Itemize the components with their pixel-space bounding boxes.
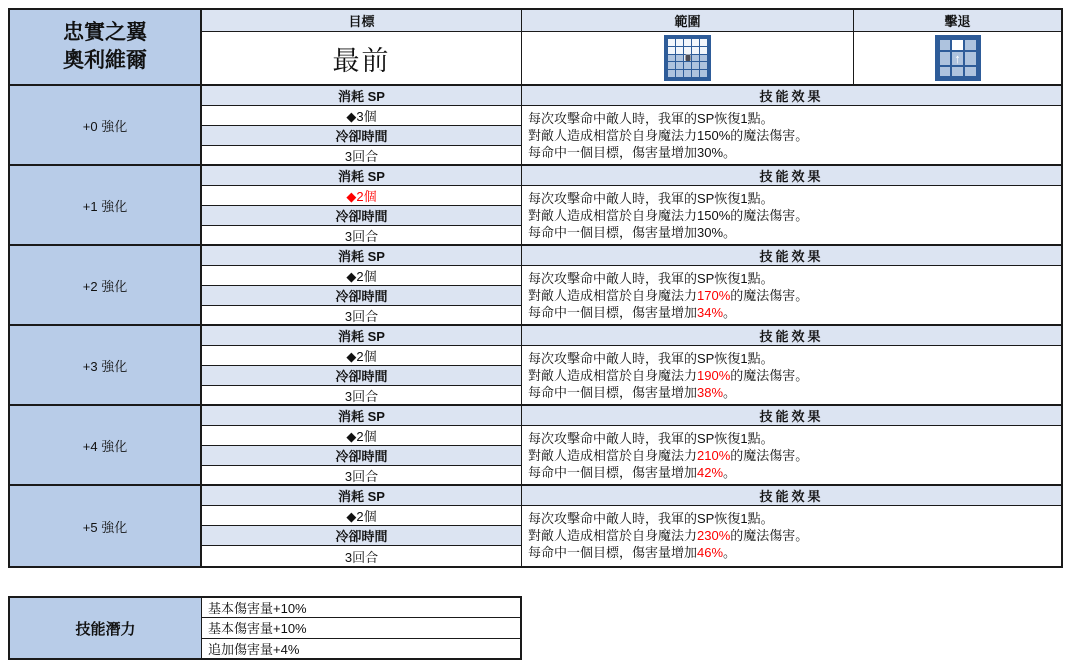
effect-text (522, 346, 1061, 405)
effect-column (522, 406, 1061, 484)
effect-line: 每命中一個目標，傷害量增加30%。 (528, 145, 737, 160)
potential-row: 基本傷害量+10% (202, 598, 520, 618)
sp-cost-value: ◆2個 (202, 426, 521, 446)
effect-line: 每命中一個目標，傷害量增加42%。 (528, 465, 737, 480)
cooldown-value: 3回合 (344, 309, 379, 324)
effect-header: 技能效果 (522, 246, 1061, 266)
cooldown-value: 3回合 (344, 149, 379, 164)
level-stats-column (202, 86, 522, 164)
up-arrow-icon: ↑ (954, 50, 961, 66)
effect-text (522, 106, 1061, 165)
effect-line: 對敵人造成相當於自身魔法力170%的魔法傷害。 (528, 288, 809, 303)
effect-line: 每次攻擊命中敵人時，我軍的SP恢復1點。 (528, 111, 774, 126)
sp-cost-value: ◆2個 (202, 186, 521, 206)
level-section (10, 246, 1061, 326)
knockback-column (854, 10, 1061, 84)
effect-line: 每次攻擊命中敵人時，我軍的SP恢復1點。 (528, 511, 774, 526)
knockback-icon-cell (854, 32, 1061, 84)
effect-text (522, 186, 1061, 245)
effect-line: 對敵人造成相當於自身魔法力190%的魔法傷害。 (528, 368, 809, 383)
level-section (10, 86, 1061, 166)
target-value-cell (202, 32, 521, 84)
cooldown-value: 3回合 (344, 469, 379, 484)
effect-column (522, 86, 1061, 164)
target-column (202, 10, 522, 84)
level-section (10, 406, 1061, 486)
level-label: +0 強化 (10, 86, 202, 164)
level-stats-column (202, 326, 522, 404)
level-label: +2 強化 (10, 246, 202, 324)
level-stats-column (202, 246, 522, 324)
range-icon-cell (522, 32, 853, 84)
cooldown-header: 冷卻時間 (202, 126, 521, 146)
cooldown-header: 冷卻時間 (202, 446, 521, 466)
effect-line: 每次攻擊命中敵人時，我軍的SP恢復1點。 (528, 271, 774, 286)
potential-row: 基本傷害量+10% (202, 618, 520, 638)
effect-column (522, 246, 1061, 324)
cooldown-value: 3回合 (344, 389, 379, 404)
sp-cost-value: ◆2個 (202, 346, 521, 366)
range-grid-icon (664, 35, 711, 81)
effect-header: 技能效果 (522, 486, 1061, 506)
target-header: 目標 (202, 10, 521, 32)
effect-text (522, 426, 1061, 485)
level-label: +1 強化 (10, 166, 202, 244)
effect-column (522, 326, 1061, 404)
level-section (10, 166, 1061, 246)
effect-line: 每命中一個目標，傷害量增加46%。 (528, 545, 737, 560)
range-column (522, 10, 854, 84)
level-label: +5 強化 (10, 486, 202, 566)
skill-name-line1: 忠實之翼 (63, 21, 147, 44)
effect-text (522, 506, 1061, 566)
level-stats-column (202, 406, 522, 484)
unit-marker-icon (685, 55, 690, 61)
cooldown-header: 冷卻時間 (202, 286, 521, 306)
effect-line: 每命中一個目標，傷害量增加30%。 (528, 225, 737, 240)
effect-line: 每次攻擊命中敵人時，我軍的SP恢復1點。 (528, 431, 774, 446)
effect-text (522, 266, 1061, 325)
level-sections (10, 86, 1061, 566)
effect-column (522, 486, 1061, 566)
range-header: 範圍 (522, 10, 853, 32)
skill-table (8, 8, 1063, 568)
effect-line: 每命中一個目標，傷害量增加38%。 (528, 385, 737, 400)
level-label: +4 強化 (10, 406, 202, 484)
skill-name (10, 10, 202, 84)
effect-header: 技能效果 (522, 166, 1061, 186)
level-label: +3 強化 (10, 326, 202, 404)
target-value: 最前 (332, 45, 391, 76)
effect-column (522, 166, 1061, 244)
effect-line: 對敵人造成相當於自身魔法力210%的魔法傷害。 (528, 448, 809, 463)
level-section (10, 486, 1061, 566)
cooldown-header: 冷卻時間 (202, 206, 521, 226)
level-stats-column (202, 166, 522, 244)
effect-line: 每命中一個目標，傷害量增加34%。 (528, 305, 737, 320)
sp-cost-header: 消耗 SP (202, 406, 521, 426)
potential-rows (202, 598, 520, 658)
sp-cost-header: 消耗 SP (202, 246, 521, 266)
knockback-header: 擊退 (854, 10, 1061, 32)
level-section (10, 326, 1061, 406)
effect-line: 每次攻擊命中敵人時，我軍的SP恢復1點。 (528, 191, 774, 206)
cooldown-header: 冷卻時間 (202, 366, 521, 386)
effect-line: 每次攻擊命中敵人時，我軍的SP恢復1點。 (528, 351, 774, 366)
potential-row: 追加傷害量+4% (202, 639, 520, 658)
potential-table (8, 596, 522, 660)
effect-line: 對敵人造成相當於自身魔法力230%的魔法傷害。 (528, 528, 809, 543)
level-stats-column (202, 486, 522, 566)
sp-cost-value: ◆3個 (202, 106, 521, 126)
potential-label: 技能潛力 (10, 598, 202, 658)
skill-name-line2: 奧利維爾 (63, 49, 147, 72)
sp-cost-value: ◆2個 (202, 506, 521, 526)
skill-header-block (10, 10, 1061, 86)
sp-cost-header: 消耗 SP (202, 326, 521, 346)
effect-header: 技能效果 (522, 86, 1061, 106)
sp-cost-value: ◆2個 (202, 266, 521, 286)
cooldown-value: 3回合 (344, 549, 379, 565)
sp-cost-header: 消耗 SP (202, 486, 521, 506)
effect-line: 對敵人造成相當於自身魔法力150%的魔法傷害。 (528, 208, 809, 223)
cooldown-header: 冷卻時間 (202, 526, 521, 546)
sp-cost-header: 消耗 SP (202, 166, 521, 186)
effect-header: 技能效果 (522, 406, 1061, 426)
sp-cost-header: 消耗 SP (202, 86, 521, 106)
knockback-grid-icon (935, 35, 981, 81)
cooldown-value: 3回合 (344, 229, 379, 244)
effect-header: 技能效果 (522, 326, 1061, 346)
effect-line: 對敵人造成相當於自身魔法力150%的魔法傷害。 (528, 128, 809, 143)
